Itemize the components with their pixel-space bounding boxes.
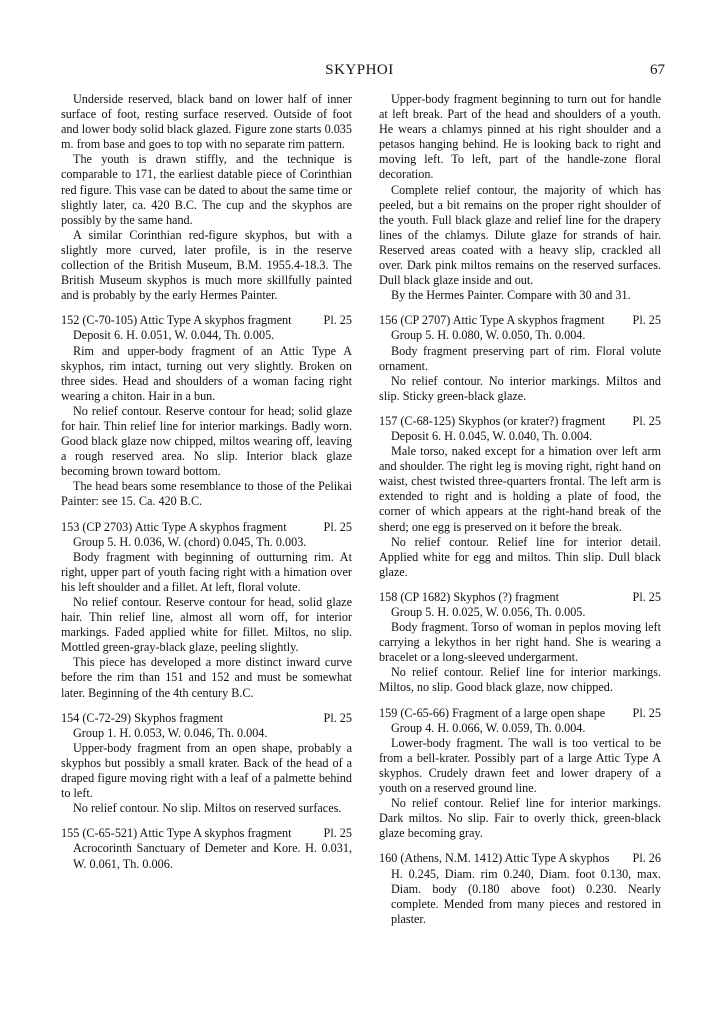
paragraph: Body fragment. Torso of woman in peplos moving left carrying a lekythos in her right hand. She is wearing a bracelet or a long-sleeved undergarment. <box>379 620 661 665</box>
entry-meta: Acrocorinth Sanctuary of Demeter and Kore. H. 0.031, W. 0.061, Th. 0.006. <box>73 841 352 871</box>
paragraph: No relief contour. No interior markings. Miltos and slip. Sticky green-black glaze. <box>379 373 661 403</box>
entry-title: 159 (C-65-66) Fragment of a large open shape <box>379 705 606 720</box>
entry-heading <box>379 590 661 605</box>
plate-ref: Pl. 25 <box>632 413 661 428</box>
entry-heading <box>379 851 661 866</box>
paragraph: Complete relief contour, the majority of which has peeled, but a bit remains on the proper right shoulder of the youth. Full black glaze and relief line for the drapery lines of the chlamys. Dilute glaze for strands of hair. Reserved areas coated with a heavy slip, crackled all over. Dark pink miltos remains on the reserved surfaces. Dull black glaze inside and out. <box>379 182 661 288</box>
entry-meta: Group 4. H. 0.066, W. 0.059, Th. 0.004. <box>391 720 586 735</box>
entry-heading <box>379 313 661 328</box>
entry-title: 152 (C-70-105) Attic Type A skyphos fragment <box>61 313 292 328</box>
catalog-entry <box>61 826 352 871</box>
entry-meta: H. 0.245, Diam. rim 0.240, Diam. foot 0.130, max. Diam. body (0.180 above foot) 0.230. Nearly complete. Mended from many pieces and restored in plaster. <box>391 866 661 926</box>
paragraph: No relief contour. Relief line for interior markings. Miltos, no slip. Good black glaze, now chipped. <box>379 665 661 695</box>
entry-title: 158 (CP 1682) Skyphos (?) fragment <box>379 589 559 604</box>
paragraph: Body fragment preserving part of rim. Floral volute ornament. <box>379 343 661 373</box>
left-column <box>61 92 352 872</box>
entry-meta: Group 5. H. 0.025, W. 0.056, Th. 0.005. <box>391 605 586 619</box>
paragraph: Upper-body fragment from an open shape, probably a skyphos but possibly a small krater. Back of the head of a draped figure moving right with a leaf of a palmette behind to left. <box>61 740 352 801</box>
plate-ref: Pl. 25 <box>323 710 352 725</box>
entry-heading <box>61 520 352 535</box>
catalog-entry <box>61 313 352 509</box>
entry-heading <box>61 826 352 841</box>
entry-title: 160 (Athens, N.M. 1412) Attic Type A skyphos <box>379 851 610 866</box>
entry-heading <box>61 313 352 328</box>
entry-meta: Group 5. H. 0.036, W. (chord) 0.045, Th. 0.003. <box>73 534 307 549</box>
paragraph: Upper-body fragment beginning to turn out for handle at left break. Part of the head and shoulders of a youth. He wears a chlamys pinned at his right shoulder and a petasos hanging behind. He is looking back to right and moving left. To left, part of the handle-zone floral decoration. <box>379 92 661 182</box>
paragraph: No relief contour. No slip. Miltos on reserved surfaces. <box>73 801 342 816</box>
paragraph: The head bears some resemblance to those of the Pelikai Painter: see 15. Ca. 420 B.C. <box>61 479 352 509</box>
catalog-entry <box>379 414 661 580</box>
entry-meta: Group 5. H. 0.080, W. 0.050, Th. 0.004. <box>391 328 586 343</box>
paragraph: Male torso, naked except for a himation over left arm and shoulder. The right leg is moving right, right hand on waist, chest twisted three-quarters frontal. The left arm is extended to right and is holding a plate of food, the corner of which appears at the right-hand break of the sherd; one egg is preserved on it before the break. <box>379 444 661 534</box>
paragraph: Underside reserved, black band on lower half of inner surface of foot, resting surface reserved. Outside of foot and lower body solid black glazed. Figure zone starts 0.035 m. from base and goes to top with no separate rim pattern. <box>61 92 352 152</box>
entry-heading <box>61 711 352 726</box>
plate-ref: Pl. 25 <box>632 589 661 604</box>
plate-ref: Pl. 25 <box>323 826 352 841</box>
paragraph: This piece has developed a more distinct inward curve before the rim than 151 and 152 and must be somewhat later. Beginning of the 4th century B.C. <box>61 655 352 700</box>
entry-title: 156 (CP 2707) Attic Type A skyphos fragment <box>379 313 605 328</box>
running-title: SKYPHOI <box>325 62 394 78</box>
paragraph: A similar Corinthian red-figure skyphos, but with a slightly more curved, later profile, is in the reserve collection of the British Museum, B.M. 1955.4-18.3. The British Museum skyphos is much more skillfully painted and is probably by the early Hermes Painter. <box>61 227 352 303</box>
paragraph: No relief contour. Reserve contour for head; solid glaze for hair. Thin relief line for interior markings. Badly worn. Good black glaze now chipped, miltos wearing off, leaving a rough reserved area. No slip. Interior black glaze becoming brown toward bottom. <box>61 403 352 479</box>
entry-title: 157 (C-68-125) Skyphos (or krater?) fragment <box>379 413 606 428</box>
entry-meta: Deposit 6. H. 0.051, W. 0.044, Th. 0.005. <box>73 328 275 343</box>
plate-ref: Pl. 26 <box>632 851 661 866</box>
catalog-entry <box>379 851 661 926</box>
page-header <box>0 62 719 82</box>
plate-ref: Pl. 25 <box>632 705 661 720</box>
plate-ref: Pl. 25 <box>323 519 352 534</box>
catalog-entry <box>61 711 352 817</box>
entry-heading <box>379 706 661 721</box>
entry-meta: Deposit 6. H. 0.045, W. 0.040, Th. 0.004. <box>391 428 593 443</box>
catalog-entry <box>61 520 352 701</box>
paragraph: No relief contour. Reserve contour for head, solid glaze hair. Thin relief line, almost all worn off, for interior markings. Faded applied white for fillet. Miltos, no slip. Mottled green-gray-black glaze, peeling slightly. <box>61 595 352 655</box>
plate-ref: Pl. 25 <box>632 313 661 328</box>
paragraph: No relief contour. Relief line for interior detail. Applied white for egg and miltos. Thin slip. Dull black glaze. <box>379 534 661 579</box>
entry-title: 155 (C-65-521) Attic Type A skyphos fragment <box>61 826 292 841</box>
catalog-entry <box>379 313 661 404</box>
paragraph: Lower-body fragment. The wall is too vertical to be from a bell-krater. Possibly part of a large Attic Type A skyphos. Crudely drawn feet and lower drapery of a youth on a reserved ground line. <box>379 735 661 796</box>
paragraph: Body fragment with beginning of outturning rim. At right, upper part of youth facing right with a himation over his left shoulder and a fillet. At left, floral volute. <box>61 549 352 594</box>
catalog-entry <box>379 706 661 842</box>
entry-title: 154 (C-72-29) Skyphos fragment <box>61 710 224 725</box>
entry-heading <box>379 414 661 429</box>
paragraph: No relief contour. Relief line for interior markings. Dark miltos. No slip. Fair to overly thick, green-black glaze becoming gray. <box>379 796 661 841</box>
right-column <box>379 92 661 927</box>
entry-title: 153 (CP 2703) Attic Type A skyphos fragment <box>61 519 287 534</box>
entry-meta: Group 1. H. 0.053, W. 0.046, Th. 0.004. <box>73 725 268 740</box>
paragraph: Rim and upper-body fragment of an Attic Type A skyphos, rim intact, turning out very slightly. Broken on three sides. Head and shoulders of a woman facing right wearing a chiton. Hair in a bun. <box>61 343 352 403</box>
paragraph: The youth is drawn stiffly, and the technique is comparable to 171, the earliest datable piece of Corinthian red figure. This vase can be dated to about the same time or slightly later, ca. 420 B.C. The cup and the skyphos are possibly by the same hand. <box>61 152 352 227</box>
page-number: 67 <box>650 62 665 78</box>
plate-ref: Pl. 25 <box>323 313 352 328</box>
paragraph: By the Hermes Painter. Compare with 30 and 31. <box>391 288 631 303</box>
catalog-entry <box>379 590 661 696</box>
